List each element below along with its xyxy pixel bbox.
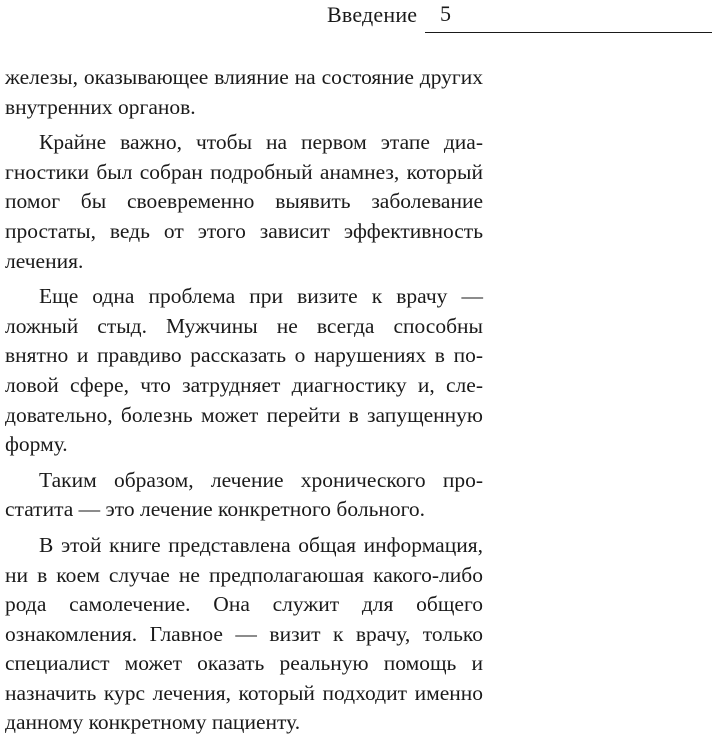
body-text (5, 63, 483, 738)
paragraph-continued: железы, оказывающее влияние на состояние других внутренних органов. (5, 65, 483, 119)
page-number: 5 (440, 1, 451, 26)
running-head (0, 0, 712, 36)
header-rule (425, 32, 712, 33)
paragraph: В этой книге представлена общая информация, ни в коем случае не предполагаюшая какого-либо рода самолечение. Она служит для общего ознакомления. Главное — визит к врачу, только специалист может оказать реальную помощь и назначить курс лечения, который подходит именно данному конкретному пациенту. (5, 532, 483, 735)
paragraph: Еще одна проблема при визите к врачу — ложный стыд. Мужчины не всегда способны внятно и правдиво рассказать о нарушениях в половой сфере, что затрудняет диагностику и, следовательно, болезнь может перейти в запущенную форму. (5, 284, 483, 457)
paragraph: Таким образом, лечение хронического простатита — это лечение конкретного больного. (5, 467, 483, 522)
paragraph: Крайне важно, чтобы на первом этапе диагностики был собран подробный анамнез, который помог бы своевременно выявить заболевание простаты, ведь от этого зависит эффективность лечения. (5, 130, 483, 273)
section-title: Введение (327, 2, 418, 27)
